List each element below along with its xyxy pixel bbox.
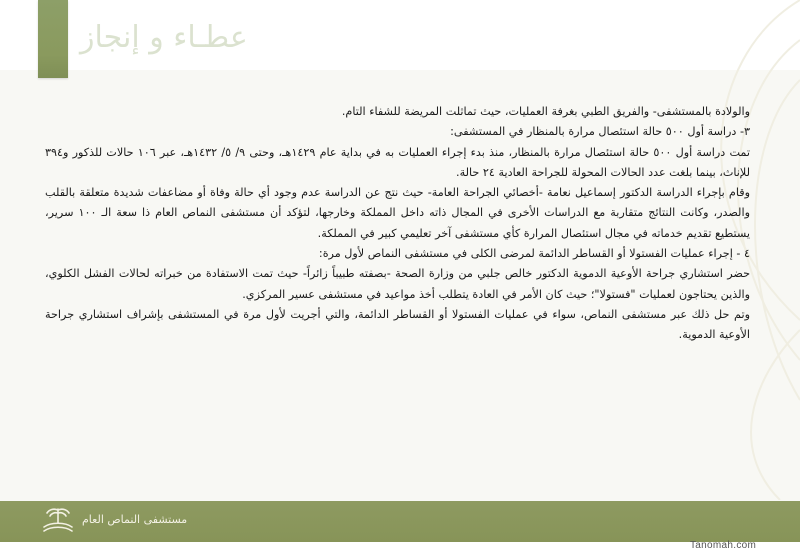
bottom-strip <box>0 542 800 556</box>
article-body <box>45 102 750 346</box>
paragraph: والولادة بالمستشفى- والفريق الطبي بغرفة العمليات، حيث تماثلت المريضة للشفاء التام. <box>341 105 750 118</box>
section-heading: ٣- دراسة أول ٥٠٠ حالة استئصال مرارة بالمنظار في المستشفى: <box>450 125 750 139</box>
hospital-name: مستشفى النماص العام <box>82 513 188 526</box>
paragraph: تمت دراسة أول ٥٠٠ حالة استئصال مرارة بالمنظار، منذ بدء إجراء العمليات به في بداية عام ١٤٢٩هـ، وحتى ٩/ ٥/ ١٤٣٢هـ، عبر ١٠٦ حالات للذكور و٣٩٤ للإناث، بينما بلغت عدد الحالات المحولة للجراحة العادية ٢٤ حالة. <box>45 145 751 179</box>
bookmark-ribbon <box>38 0 68 78</box>
site-watermark: Tanomah.com <box>690 540 757 551</box>
paragraph: وقام بإجراء الدراسة الدكتور إسماعيل نعامة -أخصائي الجراحة العامة- حيث نتج عن الدراسة عدم وجود أي حالة وفاة أو مضاعفات شديدة متعلقة بالقلب والصدر، وكانت النتائج متقاربة مع الدراسات الأخرى في المجال ذاته داخل المملكة وخارجها، لتؤكد أن مستشفى النماص العام ذا سعة الـ ١٠٠ سرير، يستطيع تقديم خدماته في مجال استئصال المرارة كأي مستشفى آخر تعليمي كبير في المملكة. <box>45 186 750 240</box>
paragraph: حضر استشاري جراحة الأوعية الدموية الدكتور خالص جلبي من وزارة الصحة -بصفته طبيباً زائراً- حيث تمت الاستفادة من خبراته لحالات الفشل الكلوي، والذين يحتاجون لعمليات "فستولا"؛ حيث كان الأمر في العادة يتطلب أخذ مواعيد في مستشفى عسير المركزي. <box>45 267 750 301</box>
section-heading: ٤ - إجراء عمليات الفستولا أو القساطر الدائمة لمرضى الكلى في مستشفى النماص لأول مرة: <box>318 247 750 261</box>
header-watermark: عطـاء و إنجاز <box>80 20 248 55</box>
arc-4 <box>751 330 800 500</box>
palm-swords-logo-icon <box>38 505 78 535</box>
paragraph: وتم حل ذلك عبر مستشفى النماص، سواء في عمليات الفستولا أو القساطر الدائمة، والتي أجريت لأول مرة في المستشفى بإشراف استشاري جراحة الأوعية الدموية. <box>45 307 750 342</box>
